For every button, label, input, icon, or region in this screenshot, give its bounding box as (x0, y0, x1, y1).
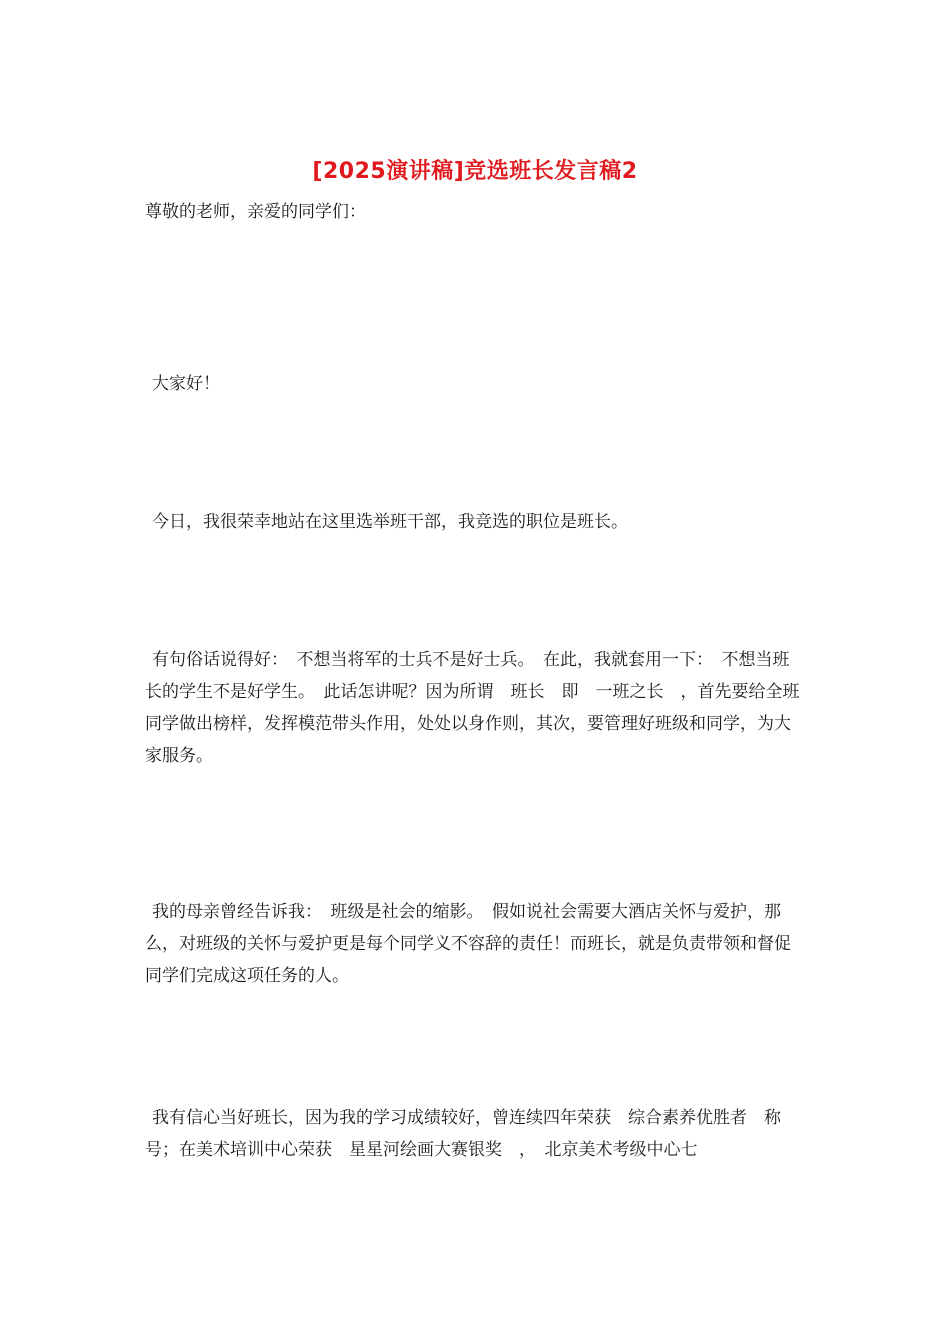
today-paragraph: 今日，我很荣幸地站在这里选举班干部，我竞选的职位是班长。 (152, 512, 628, 532)
document-title: [2025演讲稿]竞选班长发言稿2 (312, 159, 638, 184)
greeting-paragraph: 尊敬的老师，亲爱的同学们： (145, 202, 366, 222)
confidence-paragraph: 我有信心当好班长，因为我的学习成绩较好，曾连续四年荣获 综合素养优胜者 称号；在美术培训中心荣获 星星河绘画大赛银奖 ， 北京美术考级中心七 (145, 1108, 781, 1160)
saying-paragraph: 有句俗话说得好： 不想当将军的士兵不是好士兵。 在此，我就套用一下： 不想当班长的学生不是好学生。 此话怎讲呢？因为所谓 班长 即 一班之长 ，首先要给全班同学做出榜样，发挥模范带头作用，处处以身作则，其次，要管理好班级和同学，为大家服务。 (145, 650, 800, 766)
mother-paragraph: 我的母亲曾经告诉我： 班级是社会的缩影。 假如说社会需要大酒店关怀与爱护，那么，对班级的关怀与爱护更是每个同学义不容辞的责任！而班长，就是负责带领和督促同学们完成这项任务的人。 (145, 902, 791, 986)
hello-paragraph: 大家好！ (152, 374, 220, 394)
